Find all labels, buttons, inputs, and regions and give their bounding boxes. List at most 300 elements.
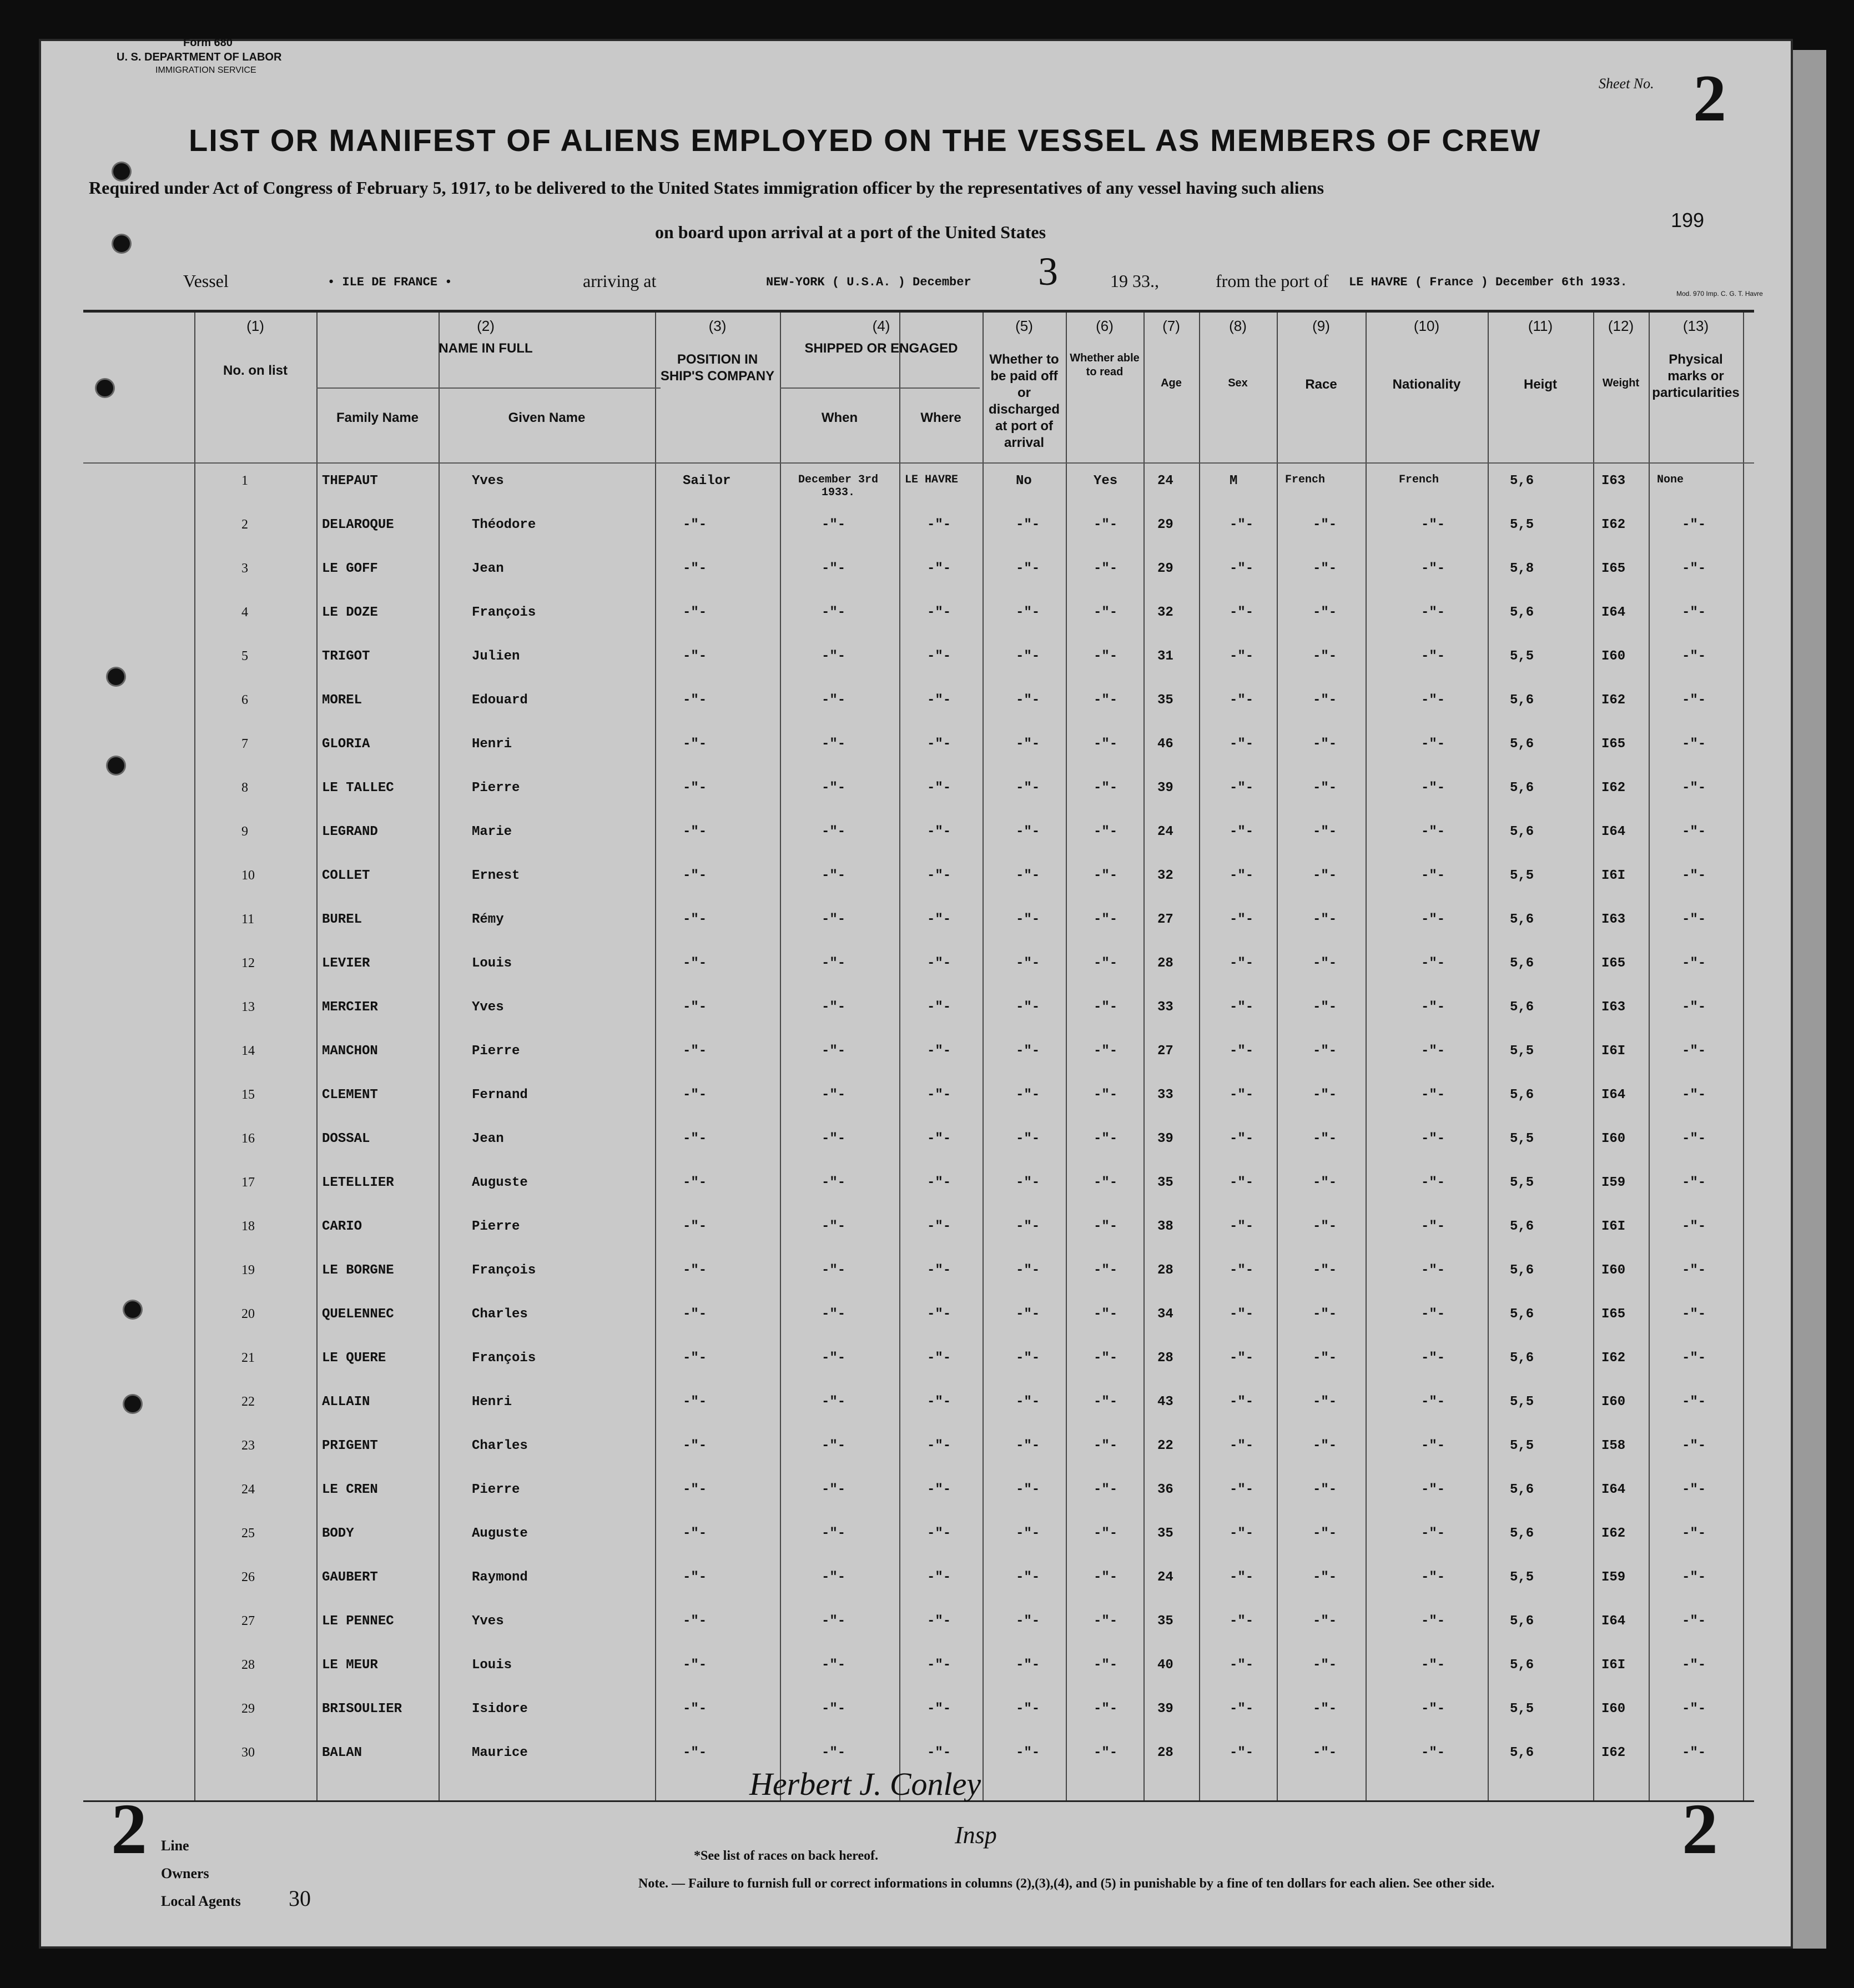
row-number: 20	[241, 1307, 255, 1321]
shipped-where: -"-	[927, 824, 951, 839]
col-8-header: Sex	[1228, 377, 1248, 389]
col-7-header: Age	[1161, 377, 1182, 389]
races-note: *See list of races on back hereof.	[694, 1849, 879, 1863]
paid-off: -"-	[1016, 1745, 1040, 1760]
height: 5,5	[1510, 649, 1534, 664]
col-10-header: Nationality	[1392, 377, 1461, 392]
weight: I64	[1601, 605, 1626, 620]
height: 5,5	[1510, 1702, 1534, 1717]
given-name-header: Given Name	[508, 410, 586, 425]
able-to-read: -"-	[1094, 868, 1118, 883]
age: 33	[1157, 1000, 1173, 1015]
family-name: BUREL	[322, 912, 362, 927]
shipped-when: -"-	[822, 1745, 846, 1760]
weight: I63	[1601, 474, 1626, 489]
shipped-when: -"-	[822, 868, 846, 883]
race: -"-	[1313, 649, 1337, 664]
physical-marks: -"-	[1682, 605, 1706, 620]
height: 5,5	[1510, 517, 1534, 532]
penalty-note: Note. — Failure to furnish full or correct informations in columns (2),(3),(4), and (5) in punishable by a fine of ten dollars for each alien. See other side.	[638, 1876, 1495, 1891]
family-name: MERCIER	[322, 1000, 378, 1015]
given-name: Auguste	[472, 1175, 528, 1190]
given-name: Henri	[472, 737, 512, 752]
sex: -"-	[1230, 868, 1254, 883]
column-rule	[194, 313, 195, 1800]
position: -"-	[683, 693, 707, 708]
paid-off: -"-	[1016, 561, 1040, 576]
paid-off: -"-	[1016, 912, 1040, 927]
arrival-day: 3	[1038, 249, 1058, 294]
age: 39	[1157, 781, 1173, 796]
column-rule	[1143, 313, 1145, 1800]
where-header: Where	[920, 410, 961, 425]
given-name: Pierre	[472, 1482, 520, 1497]
weight: I62	[1601, 1526, 1626, 1541]
nationality: -"-	[1421, 1044, 1445, 1059]
race: -"-	[1313, 561, 1337, 576]
race: -"-	[1313, 605, 1337, 620]
age: 43	[1157, 1395, 1173, 1410]
physical-marks: -"-	[1682, 1088, 1706, 1103]
shipped-when: -"-	[822, 605, 846, 620]
signature-title: Insp	[955, 1821, 997, 1849]
given-name: Julien	[472, 649, 520, 664]
given-name: Yves	[472, 474, 504, 489]
family-name: LE DOZE	[322, 605, 378, 620]
weight: I59	[1601, 1175, 1626, 1190]
position: -"-	[683, 1000, 707, 1015]
shipped-where: -"-	[927, 1000, 951, 1015]
race: -"-	[1313, 1702, 1337, 1717]
nationality: -"-	[1421, 1526, 1445, 1541]
position: -"-	[683, 1745, 707, 1760]
position: -"-	[683, 868, 707, 883]
shipped-where: -"-	[927, 1702, 951, 1717]
height: 5,6	[1510, 824, 1534, 839]
row-number: 28	[241, 1658, 255, 1672]
height: 5,8	[1510, 561, 1534, 576]
race: -"-	[1313, 1526, 1337, 1541]
local-agents-label: Local Agents	[161, 1893, 241, 1909]
family-name: PRIGENT	[322, 1438, 378, 1453]
inspector-signature: Herbert J. Conley	[749, 1766, 981, 1802]
col-12-header: Weight	[1602, 377, 1640, 389]
column-rule	[316, 313, 318, 1800]
given-name: François	[472, 605, 536, 620]
sex: -"-	[1230, 649, 1254, 664]
position: -"-	[683, 1702, 707, 1717]
able-to-read: -"-	[1094, 912, 1118, 927]
nationality: -"-	[1421, 1219, 1445, 1234]
family-name: BALAN	[322, 1745, 362, 1760]
able-to-read: -"-	[1094, 1307, 1118, 1322]
col-2-header: NAME IN FULL	[439, 341, 533, 356]
shipped-when: -"-	[822, 1088, 846, 1103]
row-number: 14	[241, 1044, 255, 1058]
physical-marks: -"-	[1682, 517, 1706, 532]
column-rule	[899, 313, 900, 1800]
race: -"-	[1313, 1351, 1337, 1366]
shipped-when: -"-	[822, 1395, 846, 1410]
height: 5,5	[1510, 1175, 1534, 1190]
age: 28	[1157, 1263, 1173, 1278]
row-number: 18	[241, 1219, 255, 1234]
family-name: LETELLIER	[322, 1175, 394, 1190]
physical-marks: -"-	[1682, 649, 1706, 664]
nationality: -"-	[1421, 868, 1445, 883]
shipped-when: -"-	[822, 1702, 846, 1717]
height: 5,6	[1510, 474, 1534, 489]
shipped-when: -"-	[822, 824, 846, 839]
shipped-where: -"-	[927, 693, 951, 708]
shipped-when: -"-	[822, 912, 846, 927]
able-to-read: -"-	[1094, 561, 1118, 576]
weight: I65	[1601, 561, 1626, 576]
family-name: LEVIER	[322, 956, 370, 971]
age: 35	[1157, 693, 1173, 708]
paid-off: -"-	[1016, 605, 1040, 620]
row-number: 6	[241, 693, 248, 707]
sex: -"-	[1230, 1438, 1254, 1453]
age: 46	[1157, 737, 1173, 752]
family-name: BRISOULIER	[322, 1702, 402, 1717]
able-to-read: -"-	[1094, 1614, 1118, 1629]
given-name: François	[472, 1351, 536, 1366]
weight: I65	[1601, 956, 1626, 971]
paid-off: -"-	[1016, 956, 1040, 971]
age: 33	[1157, 1088, 1173, 1103]
col-3-header: POSITION IN SHIP'S COMPANY	[660, 352, 775, 384]
race: -"-	[1313, 868, 1337, 883]
family-name: ALLAIN	[322, 1395, 370, 1410]
position: -"-	[683, 1570, 707, 1585]
nationality: -"-	[1421, 1745, 1445, 1760]
family-name: QUELENNEC	[322, 1307, 394, 1322]
nationality: -"-	[1421, 956, 1445, 971]
family-name: MANCHON	[322, 1044, 378, 1059]
weight: I6I	[1601, 1219, 1626, 1234]
shipped-where: LE HAVRE	[905, 474, 959, 486]
physical-marks: -"-	[1682, 1044, 1706, 1059]
able-to-read: -"-	[1094, 1482, 1118, 1497]
sheet-number: 2	[1693, 61, 1726, 135]
sex: -"-	[1230, 517, 1254, 532]
age: 27	[1157, 912, 1173, 927]
col-4-header-number: (4)	[872, 318, 890, 334]
service-name: IMMIGRATION SERVICE	[155, 66, 256, 75]
row-number: 11	[241, 912, 255, 927]
row-number: 17	[241, 1175, 255, 1190]
nationality: -"-	[1421, 1395, 1445, 1410]
row-number: 3	[241, 561, 248, 576]
physical-marks: -"-	[1682, 1658, 1706, 1673]
column-rule	[1199, 313, 1200, 1800]
race: -"-	[1313, 1263, 1337, 1278]
vessel-label: Vessel	[183, 271, 229, 291]
column-rule	[1593, 313, 1594, 1800]
shipped-when: -"-	[822, 781, 846, 796]
physical-marks: -"-	[1682, 1438, 1706, 1453]
weight: I60	[1601, 1263, 1626, 1278]
page-edge	[1793, 50, 1826, 1949]
family-name: DELAROQUE	[322, 517, 394, 532]
given-name: Yves	[472, 1000, 504, 1015]
position: -"-	[683, 1614, 707, 1629]
sex: -"-	[1230, 1745, 1254, 1760]
crew-table	[83, 310, 1754, 1802]
race: -"-	[1313, 1044, 1337, 1059]
age: 28	[1157, 1745, 1173, 1760]
physical-marks: -"-	[1682, 1131, 1706, 1146]
family-name: LEGRAND	[322, 824, 378, 839]
weight: I60	[1601, 649, 1626, 664]
weight: I62	[1601, 517, 1626, 532]
row-number: 21	[241, 1351, 255, 1365]
row-number: 1	[241, 474, 248, 488]
shipped-when: December 3rd 1933.	[798, 474, 879, 499]
height: 5,5	[1510, 1570, 1534, 1585]
shipped-where: -"-	[927, 1219, 951, 1234]
row-number: 5	[241, 649, 248, 663]
race: -"-	[1313, 912, 1337, 927]
given-name: Louis	[472, 956, 512, 971]
able-to-read: -"-	[1094, 1219, 1118, 1234]
shipped-when: -"-	[822, 1658, 846, 1673]
given-name: Pierre	[472, 781, 520, 796]
height: 5,6	[1510, 912, 1534, 927]
position: -"-	[683, 1263, 707, 1278]
height: 5,6	[1510, 1088, 1534, 1103]
race: -"-	[1313, 1658, 1337, 1673]
able-to-read: -"-	[1094, 1131, 1118, 1146]
weight: I59	[1601, 1570, 1626, 1585]
sex: -"-	[1230, 1614, 1254, 1629]
weight: I63	[1601, 1000, 1626, 1015]
race: -"-	[1313, 517, 1337, 532]
sex: -"-	[1230, 605, 1254, 620]
family-name: BODY	[322, 1526, 354, 1541]
given-name: Isidore	[472, 1702, 528, 1717]
sex: -"-	[1230, 561, 1254, 576]
race: -"-	[1313, 1482, 1337, 1497]
paid-off: -"-	[1016, 1395, 1040, 1410]
able-to-read: -"-	[1094, 1088, 1118, 1103]
height: 5,6	[1510, 1351, 1534, 1366]
height: 5,6	[1510, 1307, 1534, 1322]
nationality: -"-	[1421, 1088, 1445, 1103]
paid-off: -"-	[1016, 1438, 1040, 1453]
weight: I6I	[1601, 868, 1626, 883]
col-10-header-number: (10)	[1413, 318, 1440, 334]
able-to-read: -"-	[1094, 1745, 1118, 1760]
weight: I62	[1601, 693, 1626, 708]
sheet-label: Sheet No.	[1599, 76, 1654, 92]
physical-marks: -"-	[1682, 561, 1706, 576]
age: 35	[1157, 1526, 1173, 1541]
weight: I6I	[1601, 1044, 1626, 1059]
row-number: 30	[241, 1745, 255, 1760]
line-label: Line	[161, 1838, 189, 1854]
position: -"-	[683, 912, 707, 927]
given-name: Marie	[472, 824, 512, 839]
position: -"-	[683, 649, 707, 664]
paid-off: -"-	[1016, 737, 1040, 752]
shipped-when: -"-	[822, 649, 846, 664]
nationality: -"-	[1421, 1131, 1445, 1146]
family-name: COLLET	[322, 868, 370, 883]
given-name: Auguste	[472, 1526, 528, 1541]
col-7-header-number: (7)	[1162, 318, 1180, 334]
race: -"-	[1313, 781, 1337, 796]
shipped-where: -"-	[927, 868, 951, 883]
row-number: 25	[241, 1526, 255, 1541]
height: 5,6	[1510, 605, 1534, 620]
race: -"-	[1313, 1570, 1337, 1585]
height: 5,6	[1510, 1000, 1534, 1015]
shipped-when: -"-	[822, 1438, 846, 1453]
shipped-when: -"-	[822, 1570, 846, 1585]
height: 5,5	[1510, 1395, 1534, 1410]
age: 40	[1157, 1658, 1173, 1673]
paid-off: No	[1016, 474, 1032, 489]
family-name: LE CREN	[322, 1482, 378, 1497]
column-rule	[1488, 313, 1489, 1800]
race: -"-	[1313, 1175, 1337, 1190]
race: French	[1285, 474, 1326, 486]
weight: I60	[1601, 1131, 1626, 1146]
row-number: 10	[241, 868, 255, 883]
sex: -"-	[1230, 824, 1254, 839]
age: 35	[1157, 1614, 1173, 1629]
shipped-when: -"-	[822, 956, 846, 971]
sex: -"-	[1230, 1351, 1254, 1366]
height: 5,6	[1510, 1219, 1534, 1234]
shipped-where: -"-	[927, 737, 951, 752]
age: 39	[1157, 1702, 1173, 1717]
physical-marks: -"-	[1682, 1219, 1706, 1234]
height: 5,6	[1510, 1482, 1534, 1497]
sex: -"-	[1230, 1526, 1254, 1541]
race: -"-	[1313, 1307, 1337, 1322]
position: -"-	[683, 1088, 707, 1103]
age: 31	[1157, 649, 1173, 664]
weight: I60	[1601, 1395, 1626, 1410]
sex: -"-	[1230, 1219, 1254, 1234]
age: 29	[1157, 517, 1173, 532]
col-1-header-number: (1)	[246, 318, 264, 334]
position: -"-	[683, 561, 707, 576]
year-label: 19 33.,	[1110, 271, 1159, 291]
given-name: Charles	[472, 1438, 528, 1453]
able-to-read: -"-	[1094, 1702, 1118, 1717]
position: -"-	[683, 956, 707, 971]
shipped-where: -"-	[927, 561, 951, 576]
height: 5,6	[1510, 1745, 1534, 1760]
given-name: Ernest	[472, 868, 520, 883]
given-name: Pierre	[472, 1044, 520, 1059]
shipped-where: -"-	[927, 1614, 951, 1629]
physical-marks: -"-	[1682, 737, 1706, 752]
family-name: DOSSAL	[322, 1131, 370, 1146]
nationality: -"-	[1421, 1482, 1445, 1497]
position: -"-	[683, 1438, 707, 1453]
physical-marks: -"-	[1682, 1395, 1706, 1410]
sex: -"-	[1230, 693, 1254, 708]
page-stamp: 199	[1671, 209, 1705, 231]
paid-off: -"-	[1016, 1526, 1040, 1541]
position: -"-	[683, 824, 707, 839]
paid-off: -"-	[1016, 1000, 1040, 1015]
age: 24	[1157, 474, 1173, 489]
sex: -"-	[1230, 1263, 1254, 1278]
when-header: When	[821, 410, 858, 425]
corner-number-left: 2	[111, 1789, 147, 1869]
punch-hole	[113, 235, 130, 252]
able-to-read: -"-	[1094, 1438, 1118, 1453]
physical-marks: -"-	[1682, 912, 1706, 927]
shipped-when: -"-	[822, 1614, 846, 1629]
able-to-read: -"-	[1094, 1395, 1118, 1410]
family-name-header: Family Name	[336, 410, 419, 425]
sex: -"-	[1230, 1131, 1254, 1146]
height: 5,6	[1510, 693, 1534, 708]
weight: I65	[1601, 1307, 1626, 1322]
age: 35	[1157, 1175, 1173, 1190]
physical-marks: -"-	[1682, 1000, 1706, 1015]
physical-marks: -"-	[1682, 956, 1706, 971]
height: 5,5	[1510, 1131, 1534, 1146]
age: 24	[1157, 824, 1173, 839]
position: -"-	[683, 1395, 707, 1410]
col-5-header-number: (5)	[1015, 318, 1033, 334]
col-11-header-number: (11)	[1528, 318, 1553, 334]
col-4-header: SHIPPED OR ENGAGED	[804, 341, 958, 356]
row-number: 4	[241, 605, 248, 620]
row-number: 26	[241, 1570, 255, 1584]
shipped-where: -"-	[927, 781, 951, 796]
column-rule	[780, 313, 781, 1800]
able-to-read: -"-	[1094, 1044, 1118, 1059]
nationality: -"-	[1421, 1175, 1445, 1190]
height: 5,6	[1510, 1263, 1534, 1278]
given-name: Jean	[472, 1131, 504, 1146]
family-name: LE GOFF	[322, 561, 378, 576]
requirement-text: Required under Act of Congress of February 5, 1917, to be delivered to the United States immigration officer by the representatives of any vessel having such aliens	[89, 178, 1324, 198]
age: 28	[1157, 956, 1173, 971]
weight: I65	[1601, 737, 1626, 752]
able-to-read: Yes	[1094, 474, 1118, 489]
col-9-header-number: (9)	[1312, 318, 1330, 334]
family-name: CARIO	[322, 1219, 362, 1234]
race: -"-	[1313, 1000, 1337, 1015]
able-to-read: -"-	[1094, 1526, 1118, 1541]
nationality: -"-	[1421, 1614, 1445, 1629]
row-number: 24	[241, 1482, 255, 1497]
given-name: Pierre	[472, 1219, 520, 1234]
position: -"-	[683, 1175, 707, 1190]
race: -"-	[1313, 737, 1337, 752]
paid-off: -"-	[1016, 1614, 1040, 1629]
shipped-where: -"-	[927, 1526, 951, 1541]
given-name: François	[472, 1263, 536, 1278]
shipped-where: -"-	[927, 1307, 951, 1322]
paid-off: -"-	[1016, 649, 1040, 664]
race: -"-	[1313, 1088, 1337, 1103]
shipped-where: -"-	[927, 605, 951, 620]
col-8-header-number: (8)	[1229, 318, 1247, 334]
position: -"-	[683, 517, 707, 532]
col-11-header: Heigt	[1524, 377, 1557, 392]
